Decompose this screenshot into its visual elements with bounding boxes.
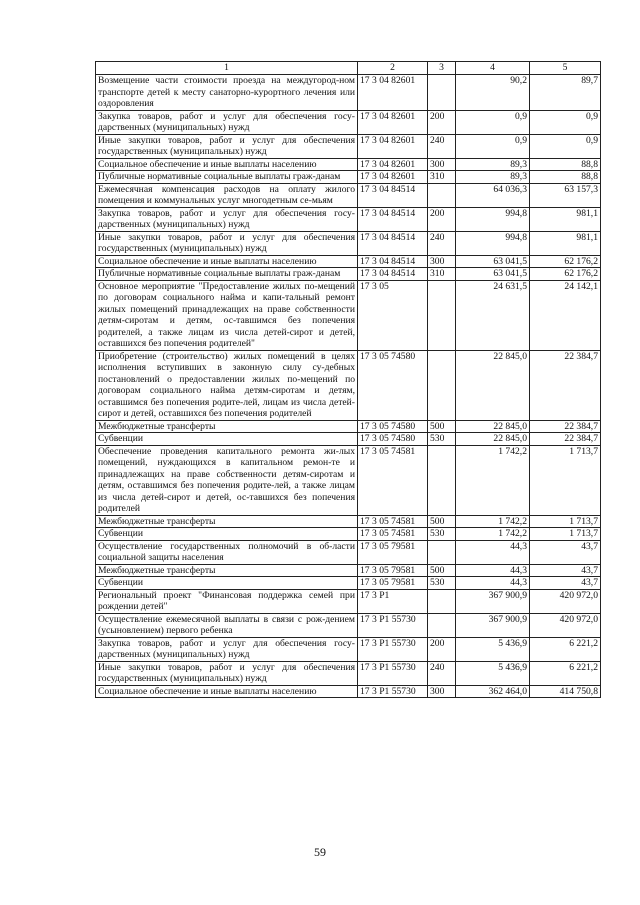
- table-row: [96, 445, 601, 515]
- table-row: [96, 280, 601, 350]
- row-amount-year-1: 44,3: [456, 564, 530, 577]
- row-name: Публичные нормативные социальные выплаты граж-данам: [96, 171, 358, 184]
- row-amount-year-1: 44,3: [456, 577, 530, 590]
- row-amount-year-1: 367 900,9: [456, 589, 530, 613]
- row-amount-year-2: 43,7: [530, 540, 601, 564]
- row-amount-year-2: 88,8: [530, 158, 601, 171]
- table-row: [96, 158, 601, 171]
- row-amount-year-2: 0,9: [530, 110, 601, 134]
- table-row: [96, 589, 601, 613]
- row-amount-year-1: 994,8: [456, 231, 530, 255]
- table-row: [96, 433, 601, 446]
- row-amount-year-1: 90,2: [456, 75, 530, 111]
- row-code: 17 3 P1 55730: [358, 637, 428, 661]
- row-name: Иные закупки товаров, работ и услуг для обеспечения государственных (муниципальных) нужд: [96, 661, 358, 685]
- row-expense-type: 530: [428, 433, 456, 446]
- row-code: 17 3 04 84514: [358, 268, 428, 281]
- row-amount-year-1: 24 631,5: [456, 280, 530, 350]
- row-name: Межбюджетные трансферты: [96, 564, 358, 577]
- row-expense-type: [428, 445, 456, 515]
- row-amount-year-1: 1 742,2: [456, 515, 530, 528]
- table-row: [96, 75, 601, 111]
- row-expense-type: 240: [428, 134, 456, 158]
- row-expense-type: 300: [428, 685, 456, 698]
- header-cell-4: 4: [456, 62, 530, 75]
- row-code: 17 3 05 79581: [358, 564, 428, 577]
- row-expense-type: 240: [428, 661, 456, 685]
- row-amount-year-1: 89,3: [456, 171, 530, 184]
- row-name: Ежемесячная компенсация расходов на оплату жилого помещения и коммунальных услуг многодетным се-мьям: [96, 183, 358, 207]
- row-name: Межбюджетные трансферты: [96, 420, 358, 433]
- row-amount-year-2: 420 972,0: [530, 589, 601, 613]
- row-amount-year-1: 994,8: [456, 207, 530, 231]
- row-amount-year-2: 981,1: [530, 207, 601, 231]
- row-expense-type: 310: [428, 171, 456, 184]
- table-row: [96, 540, 601, 564]
- row-name: Межбюджетные трансферты: [96, 515, 358, 528]
- row-code: 17 3 05 79581: [358, 540, 428, 564]
- table-row: [96, 350, 601, 420]
- row-expense-type: 200: [428, 637, 456, 661]
- header-row: [96, 62, 601, 75]
- row-amount-year-2: 1 713,7: [530, 528, 601, 541]
- row-amount-year-1: 5 436,9: [456, 661, 530, 685]
- row-expense-type: 300: [428, 255, 456, 268]
- row-name: Субвенции: [96, 577, 358, 590]
- table-row: [96, 268, 601, 281]
- row-code: 17 3 05 74580: [358, 350, 428, 420]
- table-row: [96, 564, 601, 577]
- row-code: 17 3 04 84514: [358, 255, 428, 268]
- row-code: 17 3 05 74581: [358, 515, 428, 528]
- row-amount-year-2: 22 384,7: [530, 420, 601, 433]
- row-expense-type: [428, 589, 456, 613]
- row-name: Субвенции: [96, 528, 358, 541]
- row-amount-year-1: 64 036,3: [456, 183, 530, 207]
- header-cell-3: 3: [428, 62, 456, 75]
- row-amount-year-2: 62 176,2: [530, 268, 601, 281]
- row-amount-year-1: 63 041,5: [456, 255, 530, 268]
- row-code: 17 3 04 82601: [358, 75, 428, 111]
- row-expense-type: 500: [428, 515, 456, 528]
- row-code: 17 3 P1: [358, 589, 428, 613]
- table-row: [96, 685, 601, 698]
- row-amount-year-2: 89,7: [530, 75, 601, 111]
- row-amount-year-2: 22 384,7: [530, 433, 601, 446]
- row-name: Публичные нормативные социальные выплаты граж-данам: [96, 268, 358, 281]
- row-name: Осуществление государственных полномочий в об-ласти социальной защиты населения: [96, 540, 358, 564]
- page-number: 59: [314, 845, 326, 859]
- row-amount-year-2: 420 972,0: [530, 613, 601, 637]
- row-code: 17 3 04 84514: [358, 207, 428, 231]
- table-body: [96, 75, 601, 698]
- row-expense-type: [428, 613, 456, 637]
- row-name: Возмещение части стоимости проезда на междугород-ном транспорте детей к месту санаторно-курортного лечения или оздоровления: [96, 75, 358, 111]
- row-amount-year-2: 981,1: [530, 231, 601, 255]
- row-expense-type: [428, 183, 456, 207]
- row-name: Иные закупки товаров, работ и услуг для обеспечения государственных (муниципальных) нужд: [96, 231, 358, 255]
- row-amount-year-1: 44,3: [456, 540, 530, 564]
- row-amount-year-1: 1 742,2: [456, 528, 530, 541]
- row-name: Закупка товаров, работ и услуг для обеспечения госу-дарственных (муниципальных) нужд: [96, 110, 358, 134]
- header-cell-5: 5: [530, 62, 601, 75]
- row-expense-type: [428, 540, 456, 564]
- row-amount-year-2: 6 221,2: [530, 637, 601, 661]
- row-name: Социальное обеспечение и иные выплаты населению: [96, 158, 358, 171]
- row-code: 17 3 P1 55730: [358, 685, 428, 698]
- row-name: Приобретение (строительство) жилых помещений в целях исполнения вступивших в законную силу су-дебных постановлений о предоставлении жилых по-мещений по договорам социального найма детям-сиротам и детям, оставшимся без попечения родите-лей, лицам из числа детей-сирот и детей, оставшихся без попечения родителей: [96, 350, 358, 420]
- row-code: 17 3 04 82601: [358, 171, 428, 184]
- table-row: [96, 207, 601, 231]
- table-row: [96, 637, 601, 661]
- row-amount-year-2: 43,7: [530, 577, 601, 590]
- row-amount-year-2: 63 157,3: [530, 183, 601, 207]
- table-row: [96, 183, 601, 207]
- row-expense-type: 530: [428, 528, 456, 541]
- row-code: 17 3 05 74580: [358, 420, 428, 433]
- row-expense-type: [428, 75, 456, 111]
- row-code: 17 3 P1 55730: [358, 613, 428, 637]
- row-name: Обеспечение проведения капитального ремонта жи-лых помещений, нуждающихся в капитальном ремон-те и принадлежащих на праве собственности детям-сиротам и детям, оставшимся без попечения родите-лей, а также лицам из числа детей-сирот и детей, ос-тавшихся без попечения родителей: [96, 445, 358, 515]
- row-amount-year-2: 0,9: [530, 134, 601, 158]
- row-name: Социальное обеспечение и иные выплаты населению: [96, 255, 358, 268]
- row-name: Субвенции: [96, 433, 358, 446]
- row-amount-year-1: 89,3: [456, 158, 530, 171]
- row-amount-year-1: 22 845,0: [456, 420, 530, 433]
- row-code: 17 3 04 84514: [358, 183, 428, 207]
- row-amount-year-1: 1 742,2: [456, 445, 530, 515]
- row-name: Осуществление ежемесячной выплаты в связи с рож-дением (усыновлением) первого ребенка: [96, 613, 358, 637]
- row-expense-type: 240: [428, 231, 456, 255]
- header-cell-2: 2: [358, 62, 428, 75]
- row-amount-year-2: 43,7: [530, 564, 601, 577]
- row-expense-type: [428, 280, 456, 350]
- row-amount-year-2: 62 176,2: [530, 255, 601, 268]
- row-name: Закупка товаров, работ и услуг для обеспечения госу-дарственных (муниципальных) нужд: [96, 637, 358, 661]
- row-expense-type: 500: [428, 420, 456, 433]
- row-amount-year-2: 1 713,7: [530, 515, 601, 528]
- row-amount-year-1: 63 041,5: [456, 268, 530, 281]
- row-amount-year-1: 22 845,0: [456, 350, 530, 420]
- table-row: [96, 420, 601, 433]
- row-code: 17 3 04 82601: [358, 134, 428, 158]
- row-amount-year-2: 414 750,8: [530, 685, 601, 698]
- row-amount-year-1: 5 436,9: [456, 637, 530, 661]
- budget-table: [95, 61, 601, 698]
- table-row: [96, 515, 601, 528]
- row-amount-year-1: 367 900,9: [456, 613, 530, 637]
- table-row: [96, 110, 601, 134]
- table-row: [96, 577, 601, 590]
- row-name: Иные закупки товаров, работ и услуг для обеспечения государственных (муниципальных) нужд: [96, 134, 358, 158]
- row-code: 17 3 05 74581: [358, 528, 428, 541]
- row-name: Региональный проект "Финансовая поддержка семей при рождении детей": [96, 589, 358, 613]
- header-cell-1: 1: [96, 62, 358, 75]
- table-row: [96, 171, 601, 184]
- row-code: 17 3 P1 55730: [358, 661, 428, 685]
- row-code: 17 3 05 74580: [358, 433, 428, 446]
- table-row: [96, 613, 601, 637]
- row-code: 17 3 04 84514: [358, 231, 428, 255]
- row-expense-type: 300: [428, 158, 456, 171]
- row-amount-year-2: 88,8: [530, 171, 601, 184]
- row-amount-year-2: 24 142,1: [530, 280, 601, 350]
- row-amount-year-2: 6 221,2: [530, 661, 601, 685]
- row-amount-year-2: 22 384,7: [530, 350, 601, 420]
- row-code: 17 3 05 74581: [358, 445, 428, 515]
- row-code: 17 3 04 82601: [358, 110, 428, 134]
- row-code: 17 3 05: [358, 280, 428, 350]
- row-name: Основное мероприятие "Предоставление жилых по-мещений по договорам социального найма и капи-тальный ремонт жилых помещений принадлежащих на праве собственности детям-сиротам и детям, ос-тавшимся без попечения родителей, а также лицам из числа детей-сирот и детей, оставшихся без попечения родителей": [96, 280, 358, 350]
- row-expense-type: 310: [428, 268, 456, 281]
- row-amount-year-1: 22 845,0: [456, 433, 530, 446]
- row-expense-type: [428, 350, 456, 420]
- row-code: 17 3 05 79581: [358, 577, 428, 590]
- row-amount-year-2: 1 713,7: [530, 445, 601, 515]
- row-name: Закупка товаров, работ и услуг для обеспечения госу-дарственных (муниципальных) нужд: [96, 207, 358, 231]
- row-amount-year-1: 0,9: [456, 134, 530, 158]
- row-code: 17 3 04 82601: [358, 158, 428, 171]
- row-expense-type: 200: [428, 207, 456, 231]
- row-amount-year-1: 0,9: [456, 110, 530, 134]
- table-row: [96, 661, 601, 685]
- row-amount-year-1: 362 464,0: [456, 685, 530, 698]
- row-expense-type: 530: [428, 577, 456, 590]
- table-row: [96, 528, 601, 541]
- table-row: [96, 134, 601, 158]
- row-expense-type: 500: [428, 564, 456, 577]
- table-row: [96, 255, 601, 268]
- row-expense-type: 200: [428, 110, 456, 134]
- row-name: Социальное обеспечение и иные выплаты населению: [96, 685, 358, 698]
- table-row: [96, 231, 601, 255]
